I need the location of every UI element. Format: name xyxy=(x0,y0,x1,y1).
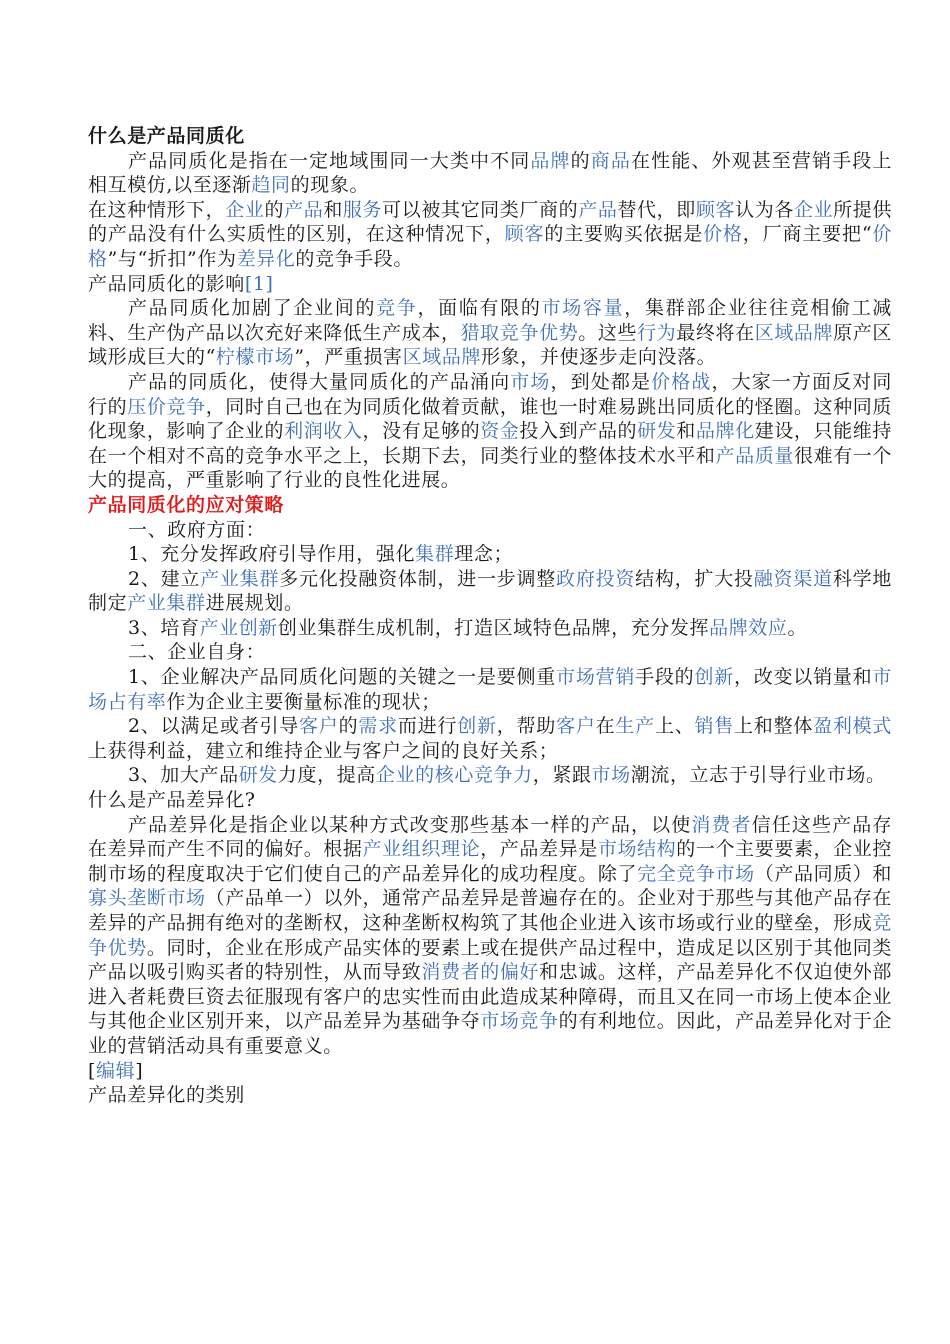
text-run: 产品同质化的影响 xyxy=(88,272,245,295)
inline-link[interactable]: 消费者的偏好 xyxy=(421,961,540,984)
text-run: 理念； xyxy=(454,543,514,566)
inline-link[interactable]: 品牌 xyxy=(530,149,571,172)
text-run: ，大家一方面反对同行的 xyxy=(88,370,892,418)
inline-link[interactable]: 生产 xyxy=(615,715,655,738)
paragraph xyxy=(88,640,892,665)
inline-link[interactable]: 编辑 xyxy=(96,1059,136,1082)
text-run: 2、建立 xyxy=(128,567,201,590)
text-run: 多元化投融资体制，进一步调整 xyxy=(279,567,557,590)
section-heading xyxy=(88,124,892,149)
text-run: 科学地制定 xyxy=(88,567,892,615)
section-heading xyxy=(88,493,892,518)
text-run: 投入到产品的 xyxy=(519,420,638,443)
text-run: 产品差异化的类别 xyxy=(88,1084,245,1107)
text-run: 所提供的产品没有什么实质性的区别，在这种情况下， xyxy=(88,198,892,246)
text-run: 产品同质化是指在一定地域围同一大类中不同 xyxy=(128,149,531,172)
inline-link[interactable]: 政府投资 xyxy=(556,567,636,590)
paragraph xyxy=(88,296,892,370)
text-run: 认为各 xyxy=(735,198,794,221)
inline-link[interactable]: 品牌效应 xyxy=(709,616,788,639)
text-run: 可以被其它同类厂商的 xyxy=(382,198,579,221)
text-run: 的现象。 xyxy=(290,174,370,197)
text-run: 替代，即 xyxy=(617,198,696,221)
text-run: ，同时自己也在为同质化做着贡献，谁也一时难易跳出同质化的怪圈。这种同质化现象，影响了企业的 xyxy=(88,395,893,443)
text-run: ，紧跟 xyxy=(532,764,592,787)
text-run: 结构，扩大投 xyxy=(635,567,754,590)
text-run: 3、加大产品 xyxy=(128,764,239,787)
text-run: 上、 xyxy=(654,715,695,738)
text-run: 的竞争手段。 xyxy=(295,247,413,270)
inline-link[interactable]: 压价竞争 xyxy=(127,395,206,418)
text-run: ，改变以销量和 xyxy=(734,666,873,689)
text-run: 一、政府方面： xyxy=(128,518,266,541)
inline-link[interactable]: 价格 xyxy=(703,223,743,246)
inline-link[interactable]: 市场竞争 xyxy=(480,1010,559,1033)
inline-link[interactable]: 顾客 xyxy=(695,198,736,221)
text-run: 很难有一个大的提高，严重影响了行业的良性化进展。 xyxy=(88,444,893,492)
text-run: 产品差异化是指企业以某种方式改变那些基本一样的产品，以使 xyxy=(128,813,692,836)
inline-link[interactable]: 竞争优势 xyxy=(88,912,892,959)
text-run: ，厂商主要把“ xyxy=(742,223,873,246)
text-run: 创业集群生成机制，打造区域特色品牌，充分发挥 xyxy=(277,616,710,639)
inline-link[interactable]: 融资渠道 xyxy=(753,567,833,590)
inline-link[interactable]: 商品 xyxy=(590,149,631,172)
text-run: ，帮助 xyxy=(496,715,557,738)
inline-link[interactable]: 价格战 xyxy=(651,370,712,393)
inline-link[interactable]: 销售 xyxy=(694,715,735,738)
inline-link[interactable]: 盈利模式 xyxy=(813,715,893,738)
inline-link[interactable]: 行为 xyxy=(637,321,677,344)
paragraph xyxy=(88,813,892,1059)
inline-link[interactable]: 差异化 xyxy=(236,247,296,270)
text-run: 什么是产品差异化? xyxy=(88,789,256,812)
text-run: 3、培育 xyxy=(128,616,200,639)
inline-link[interactable]: 市场 xyxy=(591,764,631,787)
text-run: 1、充分发挥政府引导作用，强化 xyxy=(128,543,416,566)
paragraph xyxy=(88,714,892,763)
text-run: 上获得利益，建立和维持企业与客户之间的良好关系； xyxy=(88,739,559,762)
text-run: 的 xyxy=(570,149,591,172)
inline-link[interactable]: 市场结构 xyxy=(597,838,677,861)
inline-link[interactable]: 产业集群 xyxy=(200,567,280,590)
text-run: 的 xyxy=(338,715,359,738)
text-run: ] xyxy=(135,1059,144,1082)
inline-link[interactable]: 品牌化 xyxy=(695,420,755,443)
inline-link[interactable]: 利润收入 xyxy=(284,420,363,443)
inline-link[interactable]: 产业集群 xyxy=(127,592,206,615)
text-run: ，产品差异是 xyxy=(480,838,598,861)
inline-link[interactable]: 研发 xyxy=(238,764,278,787)
text-run: （产品单一）以外，通常产品差异是普遍存在的。企业对于那些与其他产品存在差异的产品拥有绝对的垄断权，这种垄断权构筑了其他企业进入该市场或行业的壁垒，形成 xyxy=(88,887,892,934)
paragraph xyxy=(88,788,892,813)
text-run: 产品同质化的应对策略 xyxy=(88,493,285,516)
text-run: 形象，并使逐步走向没落。 xyxy=(481,346,717,369)
text-run: 产品的同质化，使得大量同质化的产品涌向 xyxy=(128,370,511,393)
text-run: 信任这些产品存在差异而产生不同的偏好。根据 xyxy=(88,813,892,861)
inline-link[interactable]: [1] xyxy=(244,272,274,295)
text-run: 原产区域形成巨大的“ xyxy=(88,321,892,369)
text-run: 什么是产品同质化 xyxy=(88,125,245,147)
text-run: 。这些 xyxy=(578,321,638,344)
inline-link[interactable]: 创新 xyxy=(694,666,734,689)
text-run: 的主要购买依据是 xyxy=(544,223,704,246)
inline-link[interactable]: 趋同 xyxy=(251,174,291,197)
text-run: 和 xyxy=(676,420,696,443)
text-run: ，到处都是 xyxy=(550,370,652,393)
text-run: ”，严重损害 xyxy=(294,346,403,369)
text-run: 在性能、外观甚至营销手段上相互模仿,以至逐渐 xyxy=(88,149,892,197)
text-run: 和忠诚。这样，产品差异化不仅迫使外部进入者耗费巨资去征服现有客户的忠实性而由此造成某种障碍，而且又在同一市场上使本企业与其他企业区别开来，以产品差异为基础争夺 xyxy=(88,961,893,1033)
text-run: 在 xyxy=(595,715,616,738)
text-run: ，没有足够的 xyxy=(362,420,481,443)
paragraph xyxy=(88,1083,892,1108)
paragraph xyxy=(88,272,892,297)
text-run: 潮流，立志于引导行业市场。 xyxy=(630,764,886,787)
inline-link[interactable]: 产品 xyxy=(578,198,618,221)
inline-link[interactable]: 产品 xyxy=(284,198,324,221)
text-run: 二、企业自身： xyxy=(128,641,266,664)
inline-link[interactable]: 柠檬市场 xyxy=(215,346,295,369)
text-run: 进展规划。 xyxy=(205,592,304,615)
paragraph xyxy=(88,567,892,616)
text-run: 最终将在 xyxy=(676,321,755,344)
text-run: [ xyxy=(88,1059,97,1082)
paragraph xyxy=(88,198,892,272)
text-run: ，面临有限的 xyxy=(417,297,542,320)
inline-link[interactable]: 区域品牌 xyxy=(402,346,482,369)
inline-link[interactable]: 企业 xyxy=(225,198,265,221)
paragraph xyxy=(88,542,892,567)
text-run: 而进行 xyxy=(397,715,458,738)
inline-link[interactable]: 产业组织理论 xyxy=(362,838,481,861)
inline-link[interactable]: 客户 xyxy=(556,715,596,738)
text-run: 建设，只能维持在一个相对不高的竞争水平之上，长期下去，同类行业的整体技术水平和 xyxy=(88,420,892,467)
paragraph xyxy=(88,149,892,198)
inline-link[interactable]: 猎取竞争优势 xyxy=(460,321,579,344)
inline-link[interactable]: 研发 xyxy=(637,420,677,443)
inline-link[interactable]: 价格 xyxy=(88,223,892,270)
paragraph xyxy=(88,518,892,543)
text-run: 的有利地位。因此，产品差异化对于企业的营销活动具有重要意义。 xyxy=(88,1010,893,1057)
paragraph xyxy=(88,763,892,788)
document-page xyxy=(88,124,892,1108)
text-run: 和 xyxy=(323,198,343,221)
text-run: （产品同质）和 xyxy=(754,862,893,885)
paragraph xyxy=(88,370,892,493)
inline-link[interactable]: 客户 xyxy=(299,715,339,738)
text-run: 1、企业解决产品同质化问题的关键之一是要侧重 xyxy=(128,666,557,689)
inline-link[interactable]: 顾客 xyxy=(504,223,545,246)
paragraph xyxy=(88,1059,892,1084)
inline-link[interactable]: 竞争 xyxy=(376,297,418,320)
text-run: 2、以满足或者引导 xyxy=(128,715,300,738)
inline-link[interactable]: 资金 xyxy=(480,420,520,443)
text-run: 力度，提高 xyxy=(277,764,376,787)
inline-link[interactable]: 市场营销 xyxy=(556,666,636,689)
text-run: 的一个主要要素，企业控制市场的程度取决于它们使自己的产品差异化的成功程度。除了 xyxy=(88,838,892,885)
inline-link[interactable]: 创新 xyxy=(457,715,497,738)
inline-link[interactable]: 集群 xyxy=(415,543,455,566)
text-run: 产品同质化加剧了企业间的 xyxy=(128,297,377,320)
inline-link[interactable]: 产品质量 xyxy=(715,444,794,467)
paragraph xyxy=(88,665,892,714)
paragraph xyxy=(88,616,892,641)
text-run: 在这种情形下， xyxy=(88,198,226,221)
inline-link[interactable]: 消费者 xyxy=(691,813,752,836)
inline-link[interactable]: 寡头垄断市场 xyxy=(88,887,206,910)
inline-link[interactable]: 需求 xyxy=(358,715,398,738)
text-run: ，集群部企业往往竞相偷工减料、生产伪产品以次充好来降低生产成本， xyxy=(88,297,892,344)
inline-link[interactable]: 完全竞争市场 xyxy=(637,862,755,885)
inline-link[interactable]: 市场占有率 xyxy=(88,666,893,713)
text-run: 作为企业主要衡量标准的现状； xyxy=(166,690,441,713)
inline-link[interactable]: 区域品牌 xyxy=(754,321,834,344)
inline-link[interactable]: 服务 xyxy=(342,198,383,221)
text-run: 。 xyxy=(787,616,808,639)
inline-link[interactable]: 市场 xyxy=(510,370,551,393)
text-run: 。同时，企业在形成产品实体的要素上或在提供产品过程中，造成足以区别于其他同类产品以吸引购买者的特别性，从而导致 xyxy=(88,936,892,984)
inline-link[interactable]: 企业的核心竞争力 xyxy=(375,764,533,787)
text-run: 上和整体 xyxy=(734,715,814,738)
text-run: ”与“折扣”作为 xyxy=(107,247,237,270)
text-run: 的 xyxy=(264,198,285,221)
inline-link[interactable]: 企业 xyxy=(793,198,834,221)
inline-link[interactable]: 市场容量 xyxy=(541,297,625,320)
inline-link[interactable]: 产业创新 xyxy=(199,616,278,639)
text-run: 手段的 xyxy=(635,666,695,689)
